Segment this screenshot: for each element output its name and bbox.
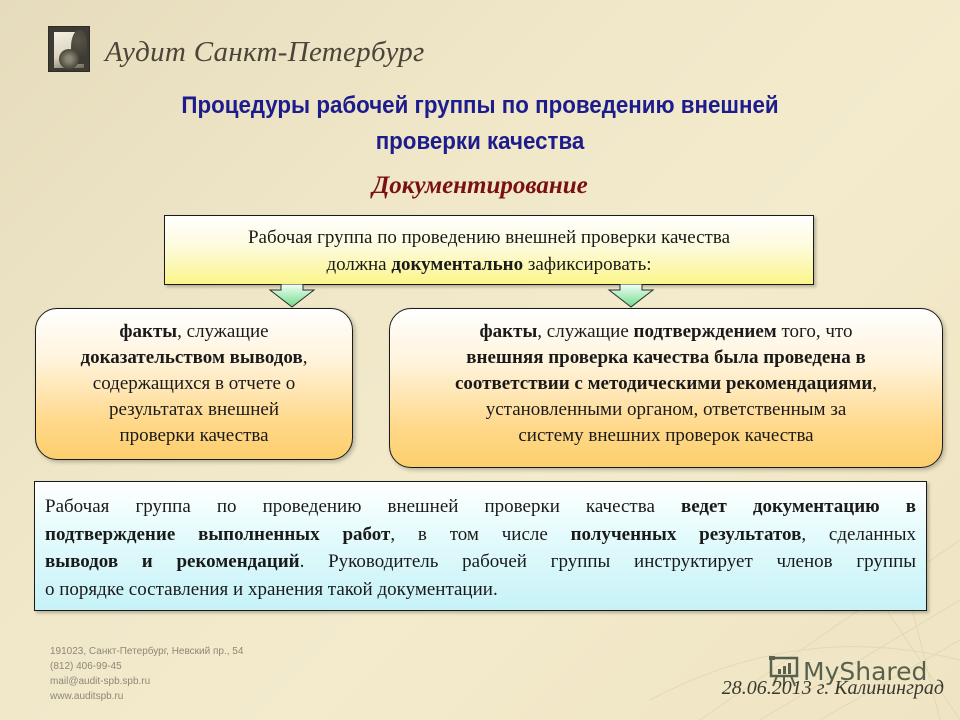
brand-name: Аудит Санкт-Петербург [105,36,425,68]
slide-subtitle: Документирование [372,172,588,199]
intro-emphasis: документально [391,254,524,275]
date-location: 28.06.2013 г. Калининград [721,677,944,699]
arrow-down-icon [607,284,655,308]
watermark-text: MyShared [803,656,928,686]
card-line: факты, служащие подтверждением того, что [479,321,853,342]
contact-footer [50,644,243,704]
title-line-2: проверки качества [375,128,585,155]
intro-line-2 [165,251,813,278]
company-logo [48,26,90,72]
facts-compliance-card [389,308,943,468]
arrow-down-icon [268,284,316,308]
address: 191023, Санкт-Петербург, Невский пр., 54 [50,646,244,657]
email: mail@audit-spb.spb.ru [50,676,151,687]
phone: (812) 406-99-45 [50,661,122,672]
card-line: результатах внешней [108,399,280,420]
note-line: о порядке составления и хранения такой документации. [45,578,498,600]
card-line: содержащихся в отчете о [92,373,296,394]
note-line: Рабочая группа по проведению внешней проверки качества ведет документацию в [45,496,916,517]
facts-conclusions-card [35,308,353,460]
title-line-1: Процедуры рабочей группы по проведению внешней [181,92,779,119]
card-line: доказательством выводов, [80,347,308,368]
note-line: подтверждение выполненных работ, в том числе полученных результатов, сделанных [45,523,916,545]
card-line: внешняя проверка качества была проведена в [466,347,866,368]
intro-box [164,215,814,285]
intro-text: зафиксировать: [523,254,652,275]
intro-text: должна [326,254,392,275]
card-line: факты, служащие [119,321,269,342]
slide-title [89,88,870,160]
card-line: проверки качества [119,425,269,446]
card-line: систему внешних проверок качества [518,425,814,446]
website: www.auditspb.ru [50,691,124,702]
note-line: выводов и рекомендаций. Руководитель рабочей группы инструктирует членов группы [45,551,917,572]
card-line: установленными органом, ответственным за [485,399,847,420]
intro-line-1: Рабочая группа по проведению внешней проверки качества [247,227,731,248]
card-line: соответствии с методическими рекомендациями, [454,373,878,394]
documentation-note-box [34,481,927,611]
